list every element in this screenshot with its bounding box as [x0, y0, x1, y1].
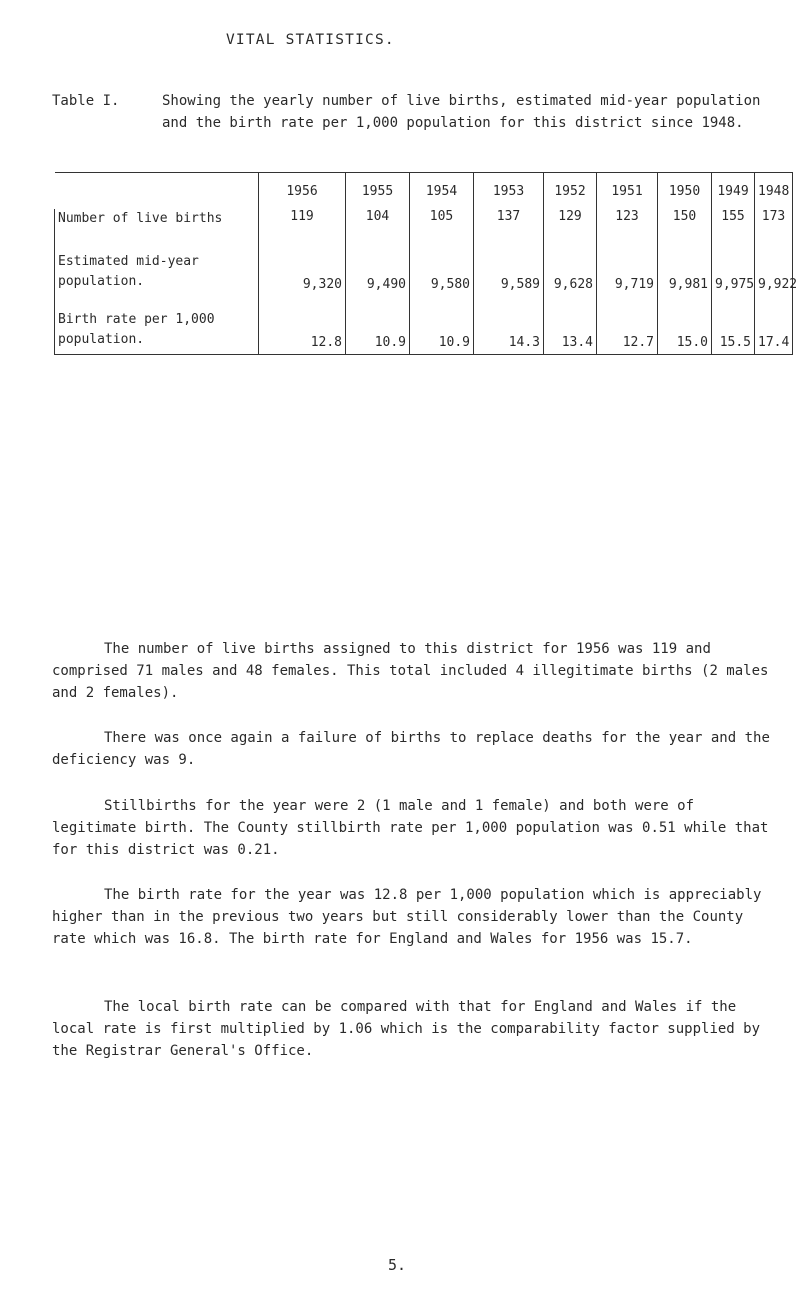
row-label: Estimated mid-year population. — [55, 237, 259, 295]
table-cell: 155 — [712, 209, 755, 237]
table-cell: 9,628 — [544, 237, 597, 295]
table-cell: 9,975 — [712, 237, 755, 295]
year-header: 1953 — [474, 173, 544, 210]
table-cell: 13.4 — [544, 295, 597, 355]
row-label: Number of live births — [55, 209, 259, 237]
page-number: 5. — [388, 1256, 407, 1274]
year-header: 1952 — [544, 173, 597, 210]
table-cell: 10.9 — [410, 295, 474, 355]
paragraph — [52, 638, 772, 704]
table-cell: 104 — [346, 209, 410, 237]
table-cell: 17.4 — [755, 295, 793, 355]
year-header: 1950 — [658, 173, 712, 210]
table-cell: 12.7 — [597, 295, 658, 355]
table-row — [55, 209, 793, 237]
paragraph — [52, 795, 772, 861]
paragraph-text: Stillbirths for the year were 2 (1 male and 1 female) and both were of legitimate birth. The County stillbirth rate per 1,000 population was 0.51 while that for this district was 0.21. — [52, 798, 769, 858]
paragraph-text: The number of live births assigned to this district for 1956 was 119 and comprised 71 males and 48 females. This total included 4 illegitimate births (2 males and 2 females). — [52, 641, 769, 701]
year-header: 1954 — [410, 173, 474, 210]
table-cell: 9,320 — [259, 237, 346, 295]
paragraph — [52, 727, 772, 771]
table-cell: 137 — [474, 209, 544, 237]
row-label: Birth rate per 1,000 population. — [55, 295, 259, 355]
table-cell: 150 — [658, 209, 712, 237]
paragraph — [52, 996, 772, 1062]
paragraph — [52, 884, 772, 950]
table-cell: 9,580 — [410, 237, 474, 295]
table-row — [55, 237, 793, 295]
paragraph-text: The local birth rate can be compared with that for England and Wales if the local rate is first multiplied by 1.06 which is the comparability factor supplied by the Registrar General's Office. — [52, 999, 761, 1059]
page-title: VITAL STATISTICS. — [226, 32, 395, 48]
table-cell: 10.9 — [346, 295, 410, 355]
year-header: 1949 — [712, 173, 755, 210]
year-header: 1951 — [597, 173, 658, 210]
table-cell: 9,922 — [755, 237, 793, 295]
table-cell: 12.8 — [259, 295, 346, 355]
table-cell: 173 — [755, 209, 793, 237]
table-cell: 9,490 — [346, 237, 410, 295]
header-blank — [55, 173, 259, 210]
year-header: 1956 — [259, 173, 346, 210]
table-cell: 129 — [544, 209, 597, 237]
table-cell: 123 — [597, 209, 658, 237]
table-caption-label: Table I. — [52, 93, 120, 109]
year-header: 1948 — [755, 173, 793, 210]
table-header-row — [55, 173, 793, 210]
vital-statistics-table — [54, 172, 798, 355]
table-cell: 9,589 — [474, 237, 544, 295]
table-cell: 15.0 — [658, 295, 712, 355]
paragraph-text: The birth rate for the year was 12.8 per 1,000 population which is appreciably higher than in the previous two years but still considerably lower than the County rate which was 16.8. The birth rate for England and Wales for 1956 was 15.7. — [52, 887, 762, 947]
table-row — [55, 295, 793, 355]
paragraph-text: There was once again a failure of births to replace deaths for the year and the deficiency was 9. — [52, 730, 770, 768]
table-cell: 14.3 — [474, 295, 544, 355]
year-header: 1955 — [346, 173, 410, 210]
table-caption — [52, 90, 772, 134]
table-cell: 119 — [259, 209, 346, 237]
table-cell: 9,981 — [658, 237, 712, 295]
table-cell: 15.5 — [712, 295, 755, 355]
table-caption-text: Showing the yearly number of live births, estimated mid-year population and the birth rate per 1,000 population for this district since 1948. — [162, 93, 761, 131]
table-cell: 9,719 — [597, 237, 658, 295]
table-cell: 105 — [410, 209, 474, 237]
